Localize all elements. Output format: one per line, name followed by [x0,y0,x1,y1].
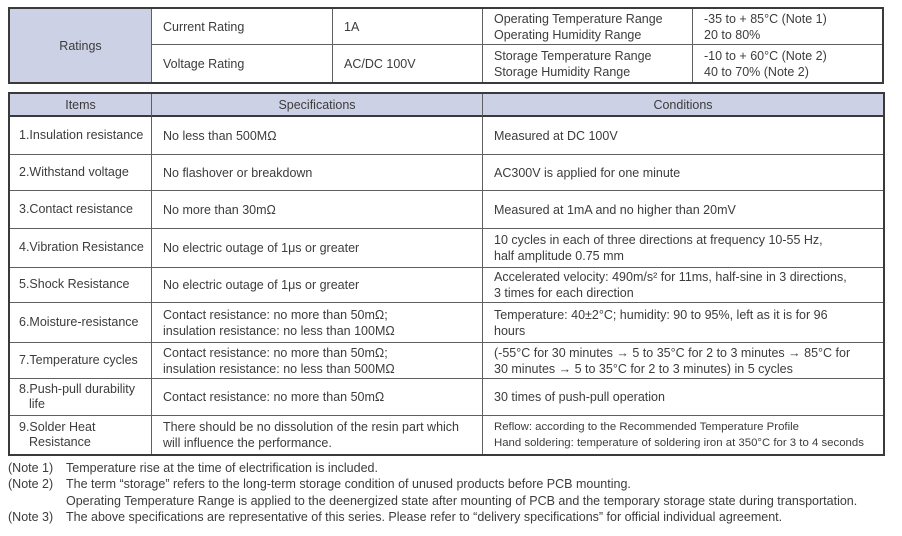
cond-line: 10 cycles in each of three directions at frequency 10-55 Hz, [494,233,823,247]
cond-cell [483,303,883,343]
cond-line: Hand soldering: temperature of soldering iron at 350°C for 3 to 4 seconds [494,437,864,449]
range-label-cell [483,45,693,82]
spec-cell [152,343,483,379]
column-header-specifications: Specifications [152,94,483,117]
cond-cell: AC300V is applied for one minute [483,155,883,191]
column-header-conditions: Conditions [483,94,883,117]
note-label: (Note 3) [8,510,54,525]
rating-name-cell: Current Rating [152,9,333,45]
cond-cell: 30 times of push-pull operation [483,379,883,416]
note-line: The above specifications are representative of this series. Please refer to “delivery specifications” for official individual agreement. [66,510,783,525]
item-cell: 7.Temperature cycles [10,343,152,379]
spec-cell: No less than 500MΩ [152,117,483,155]
spec-line: insulation resistance: no less than 100MΩ [163,323,395,338]
item-cell: 8.Push-pull durability life [10,379,152,416]
cond-line: half amplitude 0.75 mm [494,249,624,263]
rating-name-cell: Voltage Rating [152,45,333,82]
range-value-cell [693,45,882,82]
item-cell: 6.Moisture-resistance [10,303,152,343]
range-value-line: 40 to 70% (Note 2) [704,64,809,79]
spec-line: There should be no dissolution of the resin part which [163,420,460,434]
spec-line: insulation resistance: no less than 500MΩ [163,361,395,376]
range-value-line: 20 to 80% [704,27,761,42]
spec-line: Contact resistance: no more than 50mΩ; [163,307,388,322]
item-cell: 2.Withstand voltage [10,155,152,191]
spec-line: Contact resistance: no more than 50mΩ; [163,345,388,360]
rating-value-cell: 1A [333,9,483,45]
cond-line: 30 minutes → 5 to 35°C for 2 to 3 minutes) in 5 cycles [494,361,793,376]
cond-line: Temperature: 40±2°C; humidity: 90 to 95%, left as it is for 96 [494,307,828,322]
cond-line: hours [494,323,526,338]
spec-cell: No flashover or breakdown [152,155,483,191]
ratings-row-header: Ratings [10,9,152,82]
range-value-line: -35 to + 85°C (Note 1) [704,11,827,26]
footnotes [8,460,900,526]
cond-cell: Measured at 1mA and no higher than 20mV [483,191,883,229]
range-label-line: Operating Humidity Range [494,27,642,42]
cond-line: Reflow: according to the Recommended Temperature Profile [494,421,799,433]
cond-line: 3 times for each direction [494,286,634,300]
spec-cell: No electric outage of 1μs or greater [152,268,483,303]
note-row [8,509,900,525]
cond-line: Accelerated velocity: 490m/s² for 11ms, half-sine in 3 directions, [494,270,847,284]
note-text [66,460,900,476]
item-cell: 5.Shock Resistance [10,268,152,303]
note-text [66,476,900,509]
ratings-table [8,7,884,84]
note-line: Temperature rise at the time of electrification is included. [66,461,378,475]
range-label-line: Storage Humidity Range [494,64,631,79]
specifications-table [8,92,885,456]
note-row [8,460,900,476]
spec-cell: Contact resistance: no more than 50mΩ [152,379,483,416]
range-value-cell [693,9,882,45]
note-label: (Note 1) [8,461,54,475]
cond-cell [483,268,883,303]
note-text [66,509,900,525]
spec-cell [152,303,483,343]
spec-cell [152,416,483,454]
item-cell: 9.Solder Heat Resistance [10,416,152,454]
cond-cell [483,229,883,268]
cond-line: (-55°C for 30 minutes → 5 to 35°C for 2 to 3 minutes → 85°C for [494,345,851,360]
range-label-line: Storage Temperature Range [494,48,652,63]
cond-cell [483,416,883,454]
rating-value-cell: AC/DC 100V [333,45,483,82]
item-cell: 1.Insulation resistance [10,117,152,155]
cond-cell: Measured at DC 100V [483,117,883,155]
range-value-line: -10 to + 60°C (Note 2) [704,48,827,63]
spec-cell: No electric outage of 1μs or greater [152,229,483,268]
range-label-line: Operating Temperature Range [494,11,663,26]
spec-line: will influence the performance. [163,436,332,450]
note-row [8,476,900,509]
note-line: The term “storage” refers to the long-term storage condition of unused products before PCB mounting. [66,477,631,492]
note-label: (Note 2) [8,477,54,492]
spec-cell: No more than 30mΩ [152,191,483,229]
column-header-items: Items [10,94,152,117]
item-cell: 4.Vibration Resistance [10,229,152,268]
note-line: Operating Temperature Range is applied to the deenergized state after mounting of PCB and the temporary storage state during transportation. [66,493,858,508]
cond-cell [483,343,883,379]
item-cell: 3.Contact resistance [10,191,152,229]
range-label-cell [483,9,693,45]
